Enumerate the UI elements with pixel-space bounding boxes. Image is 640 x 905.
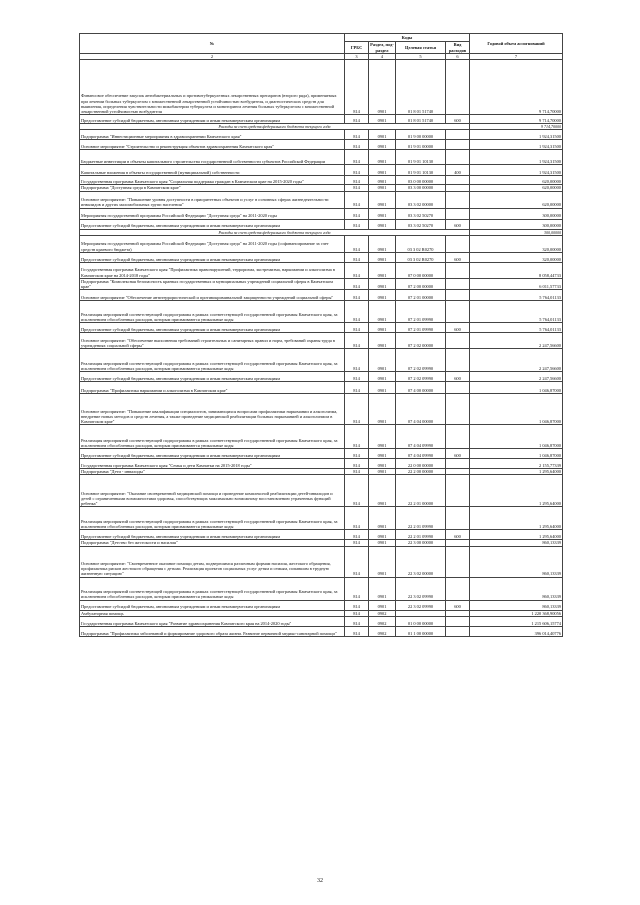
row-grbs: 814 (345, 333, 369, 349)
row-target: 07 2 02 09990 (396, 349, 446, 372)
row-grbs: 814 (345, 382, 369, 394)
row-target: 07 0 00 00000 (396, 262, 446, 278)
row-amount: 1 220 368,90056 (470, 610, 563, 616)
row-expense-type: 400 (446, 165, 470, 176)
row-name: Подпрограмма "Инвестиционные мероприятия в здравоохранении Камчатского края" (80, 130, 345, 140)
row-grbs: 814 (345, 219, 369, 229)
row-expense-type (446, 382, 470, 394)
row-section: 0901 (369, 252, 396, 262)
col-header-annual: Годовой объем ассигнований (470, 34, 563, 54)
row-grbs: 814 (345, 600, 369, 610)
row-grbs: 814 (345, 540, 369, 546)
row-name: Бюджетные инвестиции в объекты капитального строительства государственной собственности субъектов Российской Федерации (80, 150, 345, 165)
row-expense-type (446, 425, 470, 449)
row-section: 0901 (369, 382, 396, 394)
row-target: 07 4 04 00000 (396, 394, 446, 425)
row-amount: 1 215 606,15774 (470, 616, 563, 626)
row-name: Подпрограмма "Профилактика заболеваний и формирование здорового образа жизни. Развитие первичной медико-санитарной помощи" (80, 626, 345, 636)
row-section: 0901 (369, 323, 396, 333)
row-grbs: 814 (345, 130, 369, 140)
row-expense-type (446, 290, 470, 301)
row-section: 0901 (369, 540, 396, 546)
row-grbs: 814 (345, 323, 369, 333)
row-amount: 320,00000 (470, 252, 563, 262)
row-name: Государственная программа Камчатского края "Семья и дети Камчатки на 2015-2018 годы" (80, 459, 345, 469)
row-target: 22 2 00 00000 (396, 469, 446, 475)
row-expense-type (446, 616, 470, 626)
row-expense-type (446, 394, 470, 425)
row-target: 01 9 00 00000 (396, 130, 446, 140)
table-row (80, 626, 563, 636)
note-amount: 300,00000 (470, 229, 563, 235)
row-amount: 320,00000 (470, 235, 563, 252)
row-section: 0901 (369, 140, 396, 150)
row-name: Предоставление субсидий бюджетным, автономным учреждениям и иным некоммерческим организациям (80, 115, 345, 124)
row-grbs: 814 (345, 546, 369, 577)
row-target: 01 0 00 00000 (396, 616, 446, 626)
row-target: 03 3 00 00000 (396, 185, 446, 191)
col-header-target: Целевая статья (396, 42, 446, 54)
row-name: Реализация мероприятий соответствующей подпрограммы в рамках соответствующей государственной программы Камчатского края, за исключением обособленных расходов, которым присваиваются уникальные коды (80, 425, 345, 449)
row-grbs: 814 (345, 475, 369, 507)
row-target: 22 2 01 09990 (396, 507, 446, 530)
row-amount: 860,13339 (470, 540, 563, 546)
row-grbs: 814 (345, 150, 369, 165)
row-name: Финансовое обеспечение закупок антибактериальных и противотуберкулезных лекарственных препаратов (второго ряда), применяемых при лечении больных туберкулезом с множественной лекарственной устойчивостью возбудителя, и диагностических средств для выявления, определения чувствительности микобактерии туберкулеза и мониторинга лечения больных туберкулезом с множественной лекарственной устойчивостью возбудителя (80, 60, 345, 115)
row-section: 0901 (369, 185, 396, 191)
row-grbs: 814 (345, 530, 369, 540)
table-row (80, 507, 563, 530)
row-section: 0901 (369, 150, 396, 165)
row-grbs: 814 (345, 278, 369, 289)
row-name: Предоставление субсидий бюджетным, автономным учреждениям и иным некоммерческим организациям (80, 449, 345, 459)
row-target: 07 2 00 00000 (396, 278, 446, 289)
row-name: Государственная программа Камчатского края "Развитие здравоохранения Камчатского края на 2014-2020 годы" (80, 616, 345, 626)
row-name: Реализация мероприятий соответствующей подпрограммы в рамках соответствующей государственной программы Камчатского края, за исключением обособленных расходов, которым присваиваются уникальные коды (80, 349, 345, 372)
row-section: 0901 (369, 290, 396, 301)
row-target: 07 4 00 00000 (396, 382, 446, 394)
row-grbs: 814 (345, 208, 369, 219)
table-body (80, 60, 563, 637)
table-row (80, 165, 563, 176)
table-row (80, 333, 563, 349)
table-row (80, 290, 563, 301)
row-amount: 300,00000 (470, 208, 563, 219)
row-name: Подпрограмма "Дети - инвалиды" (80, 469, 345, 475)
row-name: Мероприятия государственной программы Российской Федерации "Доступная среда" на 2011-2020 годы (80, 208, 345, 219)
row-target: 07 2 01 09990 (396, 301, 446, 323)
row-name: Государственная программа Камчатского края "Профилактика правонарушений, терроризма, экстремизма, наркомании и алкоголизма в Камчатском крае на 2014-2018 годы" (80, 262, 345, 278)
row-section: 0901 (369, 449, 396, 459)
row-grbs: 814 (345, 252, 369, 262)
row-target: 03 3 02 00000 (396, 191, 446, 208)
row-expense-type (446, 333, 470, 349)
row-grbs: 814 (345, 235, 369, 252)
row-section: 0901 (369, 262, 396, 278)
table-row (80, 394, 563, 425)
row-section: 0901 (369, 600, 396, 610)
row-section: 0902 (369, 626, 396, 636)
row-name: Амбулаторная помощь (80, 610, 345, 616)
row-name: Основное мероприятие: "Оказание своевременной медицинской помощи и проведение комплексной реабилитации детей-инвалидов и детей с ограниченными возможностями здоровья, способствующих максимально возможному восстановлению утраченных функций ребенка" (80, 475, 345, 507)
row-section: 0901 (369, 546, 396, 577)
row-expense-type (446, 626, 470, 636)
row-name: Основное мероприятие: "Повышение уровня доступности в приоритетных объектов и услуг в основных сферах жизнедеятельности инвалидов и других маломобильных групп населения" (80, 191, 345, 208)
table-row (80, 219, 563, 229)
row-section: 0901 (369, 475, 396, 507)
table-row (80, 425, 563, 449)
row-expense-type (446, 176, 470, 185)
row-section: 0901 (369, 301, 396, 323)
table-row (80, 235, 563, 252)
row-section: 0901 (369, 530, 396, 540)
table-row (80, 115, 563, 124)
row-section: 0901 (369, 219, 396, 229)
col-header-section: Раздел, под-раздел (370, 42, 394, 53)
table-row (80, 150, 563, 165)
row-section: 0902 (369, 616, 396, 626)
table-row (80, 577, 563, 600)
row-amount: 1 924,31500 (470, 165, 563, 176)
row-target: 01 9 01 10130 (396, 150, 446, 165)
row-amount: 9 714,70000 (470, 115, 563, 124)
row-name: Мероприятия государственной программы Российской Федерации "Доступная среда" на 2011-2020 годы (софинансирование за счет средств краевого бюджета) (80, 235, 345, 252)
col-number: 5 (396, 54, 446, 60)
row-name: Основное мероприятие: "Своевременное оказание помощи детям, подвергшимся различным формам насилия, жестокого обращения, профилактика рисков жестокого обращения с детьми. Реализация проектов социальных услуг детям и семьям, попавшим в трудную жизненную ситуацию" (80, 546, 345, 577)
row-expense-type (446, 235, 470, 252)
row-expense-type: 600 (446, 323, 470, 333)
row-amount: 1 295,64000 (470, 507, 563, 530)
row-target: 03 3 02 50270 (396, 208, 446, 219)
row-target: 07 2 01 09990 (396, 323, 446, 333)
row-expense-type (446, 507, 470, 530)
row-name: Предоставление субсидий бюджетным, автономным учреждениям и иным некоммерческим организациям (80, 600, 345, 610)
table-row (80, 208, 563, 219)
row-amount: 5 764,01133 (470, 301, 563, 323)
row-amount: 2 247,56600 (470, 349, 563, 372)
row-expense-type (446, 546, 470, 577)
row-grbs: 814 (345, 372, 369, 382)
table-row (80, 475, 563, 507)
row-section: 0901 (369, 425, 396, 449)
row-name: Капитальные вложения в объекты государственной (муниципальной) собственности (80, 165, 345, 176)
row-amount: 1 924,31500 (470, 130, 563, 140)
row-name: Предоставление субсидий бюджетным, автономным учреждениям и иным некоммерческим организациям (80, 323, 345, 333)
row-amount: 6 011,57733 (470, 278, 563, 289)
row-amount: 2 247,56600 (470, 372, 563, 382)
row-amount: 1 046,87000 (470, 394, 563, 425)
row-amount: 1 295,64000 (470, 469, 563, 475)
row-target: 22 2 01 00000 (396, 475, 446, 507)
row-amount: 1 295,64000 (470, 475, 563, 507)
row-section: 0901 (369, 235, 396, 252)
row-target: 01 8 01 51740 (396, 115, 446, 124)
row-amount: 860,13339 (470, 600, 563, 610)
col-number: 7 (470, 54, 563, 60)
row-grbs: 814 (345, 301, 369, 323)
row-expense-type: 600 (446, 600, 470, 610)
row-amount: 1 046,87000 (470, 382, 563, 394)
table-row (80, 459, 563, 469)
row-section: 0901 (369, 333, 396, 349)
table-row (80, 349, 563, 372)
row-amount: 2 155,77339 (470, 459, 563, 469)
table-row (80, 130, 563, 140)
row-amount: 620,00000 (470, 176, 563, 185)
row-expense-type: 600 (446, 115, 470, 124)
row-name: Основное мероприятие: "Повышение квалификации специалистов, занимающихся вопросами профилактики наркомании и алкоголизма, внедрение новых методов и средств лечения, а также проведение медицинской реабилитации больных наркоманией и алкоголизмом в Камчатском крае" (80, 394, 345, 425)
row-target: 03 3 02 R0270 (396, 235, 446, 252)
row-grbs: 814 (345, 115, 369, 124)
note-amount: 9 714,70000 (470, 124, 563, 130)
row-section: 0901 (369, 577, 396, 600)
row-grbs: 814 (345, 507, 369, 530)
table-row (80, 530, 563, 540)
row-target: 22 3 02 09990 (396, 600, 446, 610)
row-target: 01 9 01 10130 (396, 165, 446, 176)
row-expense-type: 600 (446, 530, 470, 540)
row-name: Предоставление субсидий бюджетным, автономным учреждениям и иным некоммерческим организациям (80, 372, 345, 382)
row-grbs: 814 (345, 394, 369, 425)
row-grbs: 814 (345, 185, 369, 191)
table-row (80, 252, 563, 262)
row-amount: 860,13339 (470, 546, 563, 577)
row-expense-type: 600 (446, 372, 470, 382)
budget-table (79, 33, 563, 637)
row-amount: 2 247,56600 (470, 333, 563, 349)
col-header-expense-type: Вид расходов (446, 42, 470, 54)
row-section: 0901 (369, 507, 396, 530)
row-section: 0901 (369, 176, 396, 185)
row-amount: 300,00000 (470, 219, 563, 229)
row-target: 22 3 00 00000 (396, 540, 446, 546)
row-name: Предоставление субсидий бюджетным, автономным учреждениям и иным некоммерческим организациям (80, 252, 345, 262)
row-expense-type (446, 349, 470, 372)
table-row (80, 301, 563, 323)
row-amount: 1 924,31500 (470, 140, 563, 150)
col-number: 3 (345, 54, 369, 60)
row-name: Реализация мероприятий соответствующей подпрограммы в рамках соответствующей государственной программы Камчатского края, за исключением обособленных расходов, которым присваиваются уникальные коды (80, 301, 345, 323)
row-section: 0901 (369, 278, 396, 289)
row-expense-type: 600 (446, 219, 470, 229)
col-header-codes: Коды (345, 34, 470, 42)
row-expense-type (446, 577, 470, 600)
row-amount: 396 014,40776 (470, 626, 563, 636)
row-target: 03 3 02 R0270 (396, 252, 446, 262)
row-amount: 1 046,87000 (470, 449, 563, 459)
note-text: Расходы за счет средств федерального бюджета текущего года (80, 229, 470, 235)
row-target: 07 2 01 00000 (396, 290, 446, 301)
row-grbs: 814 (345, 165, 369, 176)
table-row (80, 191, 563, 208)
row-target: 07 2 02 09990 (396, 372, 446, 382)
row-grbs: 814 (345, 616, 369, 626)
table-row (80, 372, 563, 382)
row-grbs: 814 (345, 349, 369, 372)
row-expense-type (446, 208, 470, 219)
table-row (80, 262, 563, 278)
row-grbs: 814 (345, 290, 369, 301)
table-row (80, 600, 563, 610)
row-expense-type (446, 262, 470, 278)
table-row (80, 278, 563, 289)
row-expense-type: 600 (446, 252, 470, 262)
row-grbs: 814 (345, 469, 369, 475)
row-target: 01 8 01 51740 (396, 60, 446, 115)
row-section: 0902 (369, 610, 396, 616)
table-row (80, 323, 563, 333)
row-name: Предоставление субсидий бюджетным, автономным учреждениям и иным некоммерческим организациям (80, 530, 345, 540)
row-expense-type (446, 459, 470, 469)
row-name: Основное мероприятие "Обеспечение антитеррористической и противокриминальной защищенности учреждений социальной сферы" (80, 290, 345, 301)
row-grbs: 814 (345, 425, 369, 449)
row-expense-type (446, 278, 470, 289)
row-expense-type (446, 475, 470, 507)
table-row (80, 382, 563, 394)
page-number: 32 (317, 878, 323, 884)
row-name: Подпрограмма "Профилактика наркомании и алкоголизма в Камчатском крае" (80, 382, 345, 394)
row-section: 0901 (369, 394, 396, 425)
col-number: 4 (369, 54, 396, 60)
row-grbs: 814 (345, 176, 369, 185)
row-expense-type (446, 130, 470, 140)
row-grbs: 814 (345, 140, 369, 150)
row-expense-type (446, 301, 470, 323)
row-section: 0901 (369, 115, 396, 124)
row-grbs: 814 (345, 610, 369, 616)
row-target: 22 3 02 00000 (396, 546, 446, 577)
row-target: 07 4 04 09990 (396, 425, 446, 449)
row-section: 0901 (369, 130, 396, 140)
table-row (80, 449, 563, 459)
row-target: 01 1 00 00000 (396, 626, 446, 636)
row-amount: 620,00000 (470, 185, 563, 191)
note-text: Расходы за счет средств федерального бюджета текущего года (80, 124, 470, 130)
row-name: Основное мероприятие "Строительство и реконструкция объектов здравоохранения Камчатского края" (80, 140, 345, 150)
row-name: Подпрограмма "Детство без жестокости и насилия" (80, 540, 345, 546)
row-target: 22 3 02 09990 (396, 577, 446, 600)
row-target: 01 9 01 00000 (396, 140, 446, 150)
row-section: 0901 (369, 372, 396, 382)
row-grbs: 814 (345, 191, 369, 208)
row-amount: 5 764,01133 (470, 290, 563, 301)
row-name: Подпрограмма "Комплексная безопасность краевых государственных и муниципальных учреждений социальной сферы в Камчатском крае" (80, 278, 345, 289)
col-number: 2 (80, 54, 345, 60)
table-row (80, 60, 563, 115)
row-target: 22 2 01 09990 (396, 530, 446, 540)
table-header (80, 34, 563, 60)
row-expense-type (446, 60, 470, 115)
col-header-grbs: ГРБС (345, 42, 369, 54)
col-header-num: № (80, 34, 345, 54)
table-row (80, 176, 563, 185)
row-expense-type (446, 191, 470, 208)
row-name: Реализация мероприятий соответствующей подпрограммы в рамках соответствующей государственной программы Камчатского края, за исключением обособленных расходов, которым присваиваются уникальные коды (80, 507, 345, 530)
row-name: Государственная программа Камчатского края "Социальная поддержка граждан в Камчатском крае на 2015-2020 годы" (80, 176, 345, 185)
row-section: 0901 (369, 60, 396, 115)
col-number: 6 (446, 54, 470, 60)
row-section: 0901 (369, 459, 396, 469)
row-amount: 620,00000 (470, 191, 563, 208)
row-amount: 860,13339 (470, 577, 563, 600)
row-amount: 1 924,31500 (470, 150, 563, 165)
row-grbs: 814 (345, 60, 369, 115)
row-amount: 1 295,64000 (470, 530, 563, 540)
row-expense-type (446, 140, 470, 150)
row-target: 22 0 00 00000 (396, 459, 446, 469)
row-grbs: 814 (345, 449, 369, 459)
row-target: 07 2 02 00000 (396, 333, 446, 349)
row-expense-type (446, 150, 470, 165)
table-row (80, 140, 563, 150)
row-name: Подпрограмма "Доступная среда в Камчатском крае" (80, 185, 345, 191)
row-target: 03 0 00 00000 (396, 176, 446, 185)
table-row (80, 616, 563, 626)
row-name: Реализация мероприятий соответствующей подпрограммы в рамках соответствующей государственной программы Камчатского края, за исключением обособленных расходов, которым присваиваются уникальные коды (80, 577, 345, 600)
row-amount: 5 764,01133 (470, 323, 563, 333)
row-section: 0901 (369, 469, 396, 475)
row-amount: 9 714,70000 (470, 60, 563, 115)
row-grbs: 814 (345, 459, 369, 469)
row-grbs: 814 (345, 262, 369, 278)
row-name: Предоставление субсидий бюджетным, автономным учреждениям и иным некоммерческим организациям (80, 219, 345, 229)
row-target: 03 3 02 50270 (396, 219, 446, 229)
row-target: 07 4 04 09990 (396, 449, 446, 459)
table-row (80, 546, 563, 577)
row-expense-type: 600 (446, 449, 470, 459)
row-name: Основное мероприятие: "Обеспечение выполнения требований строительных и санитарных правил и норм, требований охраны труда в учреждениях социальной сферы" (80, 333, 345, 349)
row-grbs: 814 (345, 626, 369, 636)
row-section: 0901 (369, 165, 396, 176)
row-section: 0901 (369, 349, 396, 372)
row-amount: 8 058,44733 (470, 262, 563, 278)
row-section: 0901 (369, 208, 396, 219)
row-grbs: 814 (345, 577, 369, 600)
row-section: 0901 (369, 191, 396, 208)
row-amount: 1 046,87000 (470, 425, 563, 449)
